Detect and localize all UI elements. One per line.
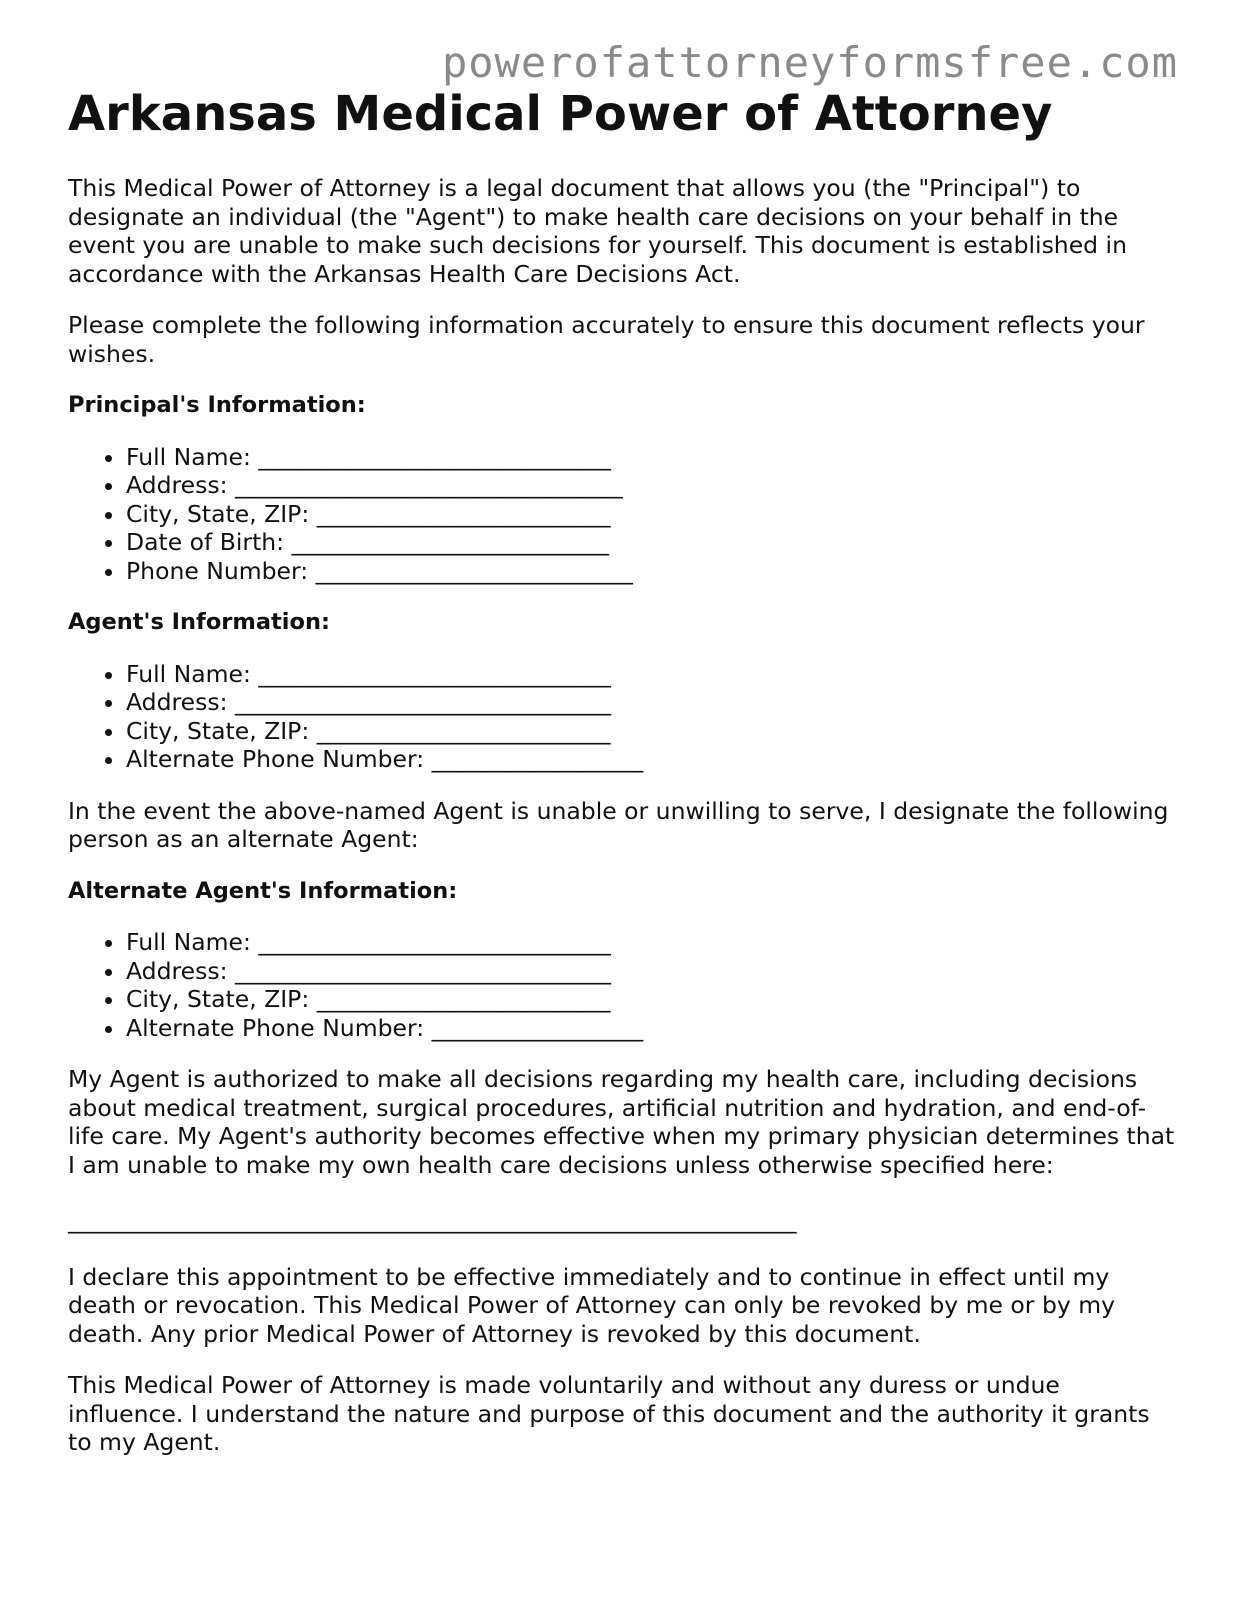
agent-fields <box>68 660 1178 774</box>
effective-paragraph: I declare this appointment to be effective immediately and to continue in effect until my death or revocation. This Medical Power of Attorney can only be revoked by me or by my death. Any prior Medical Power of Attorney is revoked by this document. <box>68 1262 1116 1348</box>
principal-heading: Principal's Information: <box>68 392 366 418</box>
intro-paragraph: This Medical Power of Attorney is a legal document that allows you (the "Principal") to designate an individual (the "Agent") to make health care decisions on your behalf in the event you are unable to make such decisions for yourself. This document is established in accordance with the Arkansas Health Care Decisions Act. <box>68 174 1127 288</box>
alternate-agent-fields <box>68 928 1178 1042</box>
principal-address-field: • Address: _________________________________ <box>126 471 1178 500</box>
document-body <box>68 86 1178 1480</box>
alternate-agent-city-state-zip-field: • City, State, ZIP: _________________________ <box>126 985 1178 1014</box>
agent-heading: Agent's Information: <box>68 609 330 635</box>
alternate-agent-full-name-field: • Full Name: ______________________________ <box>126 928 1178 957</box>
watermark: powerofattorneyformsfree.com <box>441 38 1178 87</box>
instructions-paragraph: Please complete the following information accurately to ensure this document reflects your wishes. <box>68 311 1145 368</box>
principal-date-of-birth-field: • Date of Birth: ___________________________ <box>126 528 1178 557</box>
principal-city-state-zip-field: • City, State, ZIP: _________________________ <box>126 500 1178 529</box>
principal-fields <box>68 443 1178 586</box>
alternate-agent-heading: Alternate Agent's Information: <box>68 877 458 904</box>
alternate-agent-address-field: • Address: ________________________________ <box>126 957 1178 986</box>
alternate-intro-paragraph: In the event the above-named Agent is unable or unwilling to serve, I designate the following person as an alternate Agent: <box>68 796 1169 853</box>
agent-city-state-zip-field: • City, State, ZIP: _________________________ <box>126 717 1178 746</box>
specified-line: ______________________________________________________________ <box>68 1206 797 1234</box>
authority-paragraph: My Agent is authorized to make all decisions regarding my health care, including decisions about medical treatment, surgical procedures, artificial nutrition and hydration, and end-of-life care. My Agent's authority becomes effective when my primary physician determines that I am unable to make my own health care decisions unless otherwise specified here: <box>68 1065 1175 1179</box>
agent-alternate-phone-field: • Alternate Phone Number: __________________ <box>126 745 1178 774</box>
principal-phone-field: • Phone Number: ___________________________ <box>126 557 1178 586</box>
voluntary-paragraph: This Medical Power of Attorney is made voluntarily and without any duress or undue influence. I understand the nature and purpose of this document and the authority it grants to my Agent. <box>68 1371 1150 1456</box>
agent-full-name-field: • Full Name: ______________________________ <box>126 660 1178 689</box>
alternate-agent-phone-field: • Alternate Phone Number: __________________ <box>126 1014 1178 1043</box>
agent-address-field: • Address: ________________________________ <box>126 688 1178 717</box>
document-title: Arkansas Medical Power of Attorney <box>68 86 1053 142</box>
principal-full-name-field: • Full Name: ______________________________ <box>126 443 1178 472</box>
